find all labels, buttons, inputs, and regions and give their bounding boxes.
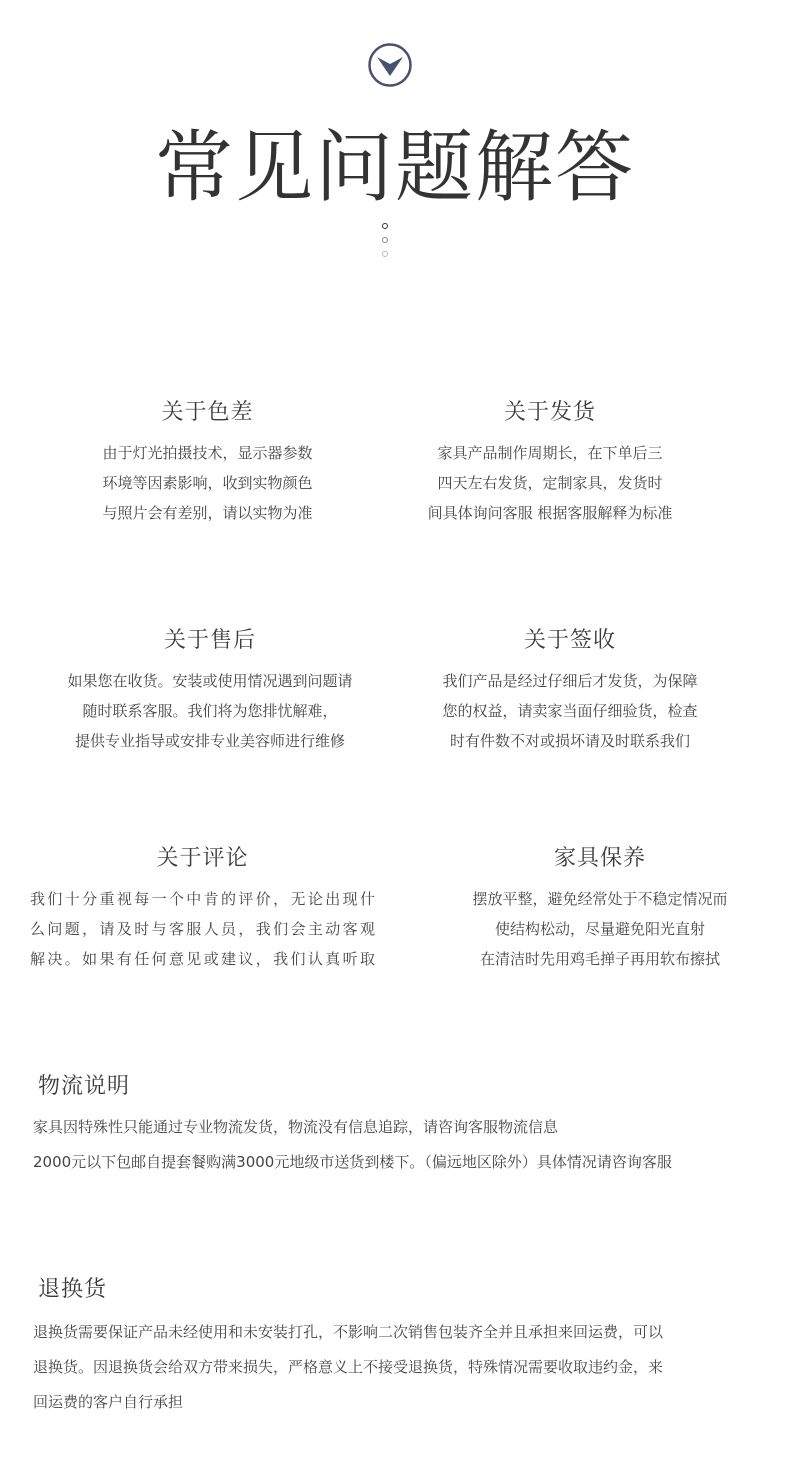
faq-text-line: 与照片会有差别，请以实物为准 [102,504,313,522]
faq-text-line: 摆放平整，避免经常处于不稳定情况而 [472,890,728,908]
chevron-down-circle-icon [367,42,413,88]
shipping-section [33,1072,768,1180]
faq-delivery [395,398,705,528]
faq-text-line: 您的权益，请卖家当面仔细验货，检查 [442,702,698,720]
returns-section [33,1275,768,1420]
faq-text-line: 解决。如果有任何意见或建议，我们认真听取 [30,950,375,968]
faq-title: 家具保养 [553,846,646,871]
faq-title: 关于签收 [523,628,616,653]
faq-after-sales [40,626,380,756]
faq-reviews [30,844,375,974]
indicator-dot [382,251,388,257]
faq-text-line: 由于灯光拍摄技术，显示器参数 [102,444,313,462]
faq-text-line: 四天左右发货，定制家具，发货时 [437,474,663,492]
faq-text-line: 在清洁时先用鸡毛掸子再用软布擦拭 [479,950,720,968]
faq-text-line: 如果您在收货。安装或使用情况遇到问题请 [67,672,353,690]
section-title: 物流说明 [38,1074,131,1099]
faq-text-line: 环境等因素影响，收到实物颜色 [102,474,313,492]
faq-text-line: 使结构松动，尽量避免阳光直射 [494,920,705,938]
section-text-line: 2000元以下包邮自提套餐购满3000元地级市送货到楼下。（偏远地区除外）具体情况请咨询客服 [33,1153,672,1171]
faq-title: 关于评论 [156,846,249,871]
faq-text-line: 我们十分重视每一个中肯的评价，无论出现什 [30,890,375,908]
faq-title: 关于售后 [163,628,256,653]
indicator-dot [382,237,388,243]
faq-text-line: 我们产品是经过仔细后才发货，为保障 [442,672,698,690]
faq-receipt [400,626,740,756]
page-title: 常见问题解答 [154,123,635,213]
faq-text-line: 家具产品制作周期长，在下单后三 [437,444,663,462]
faq-text-line: 随时联系客服。我们将为您排忧解难， [82,702,338,720]
section-title: 退换货 [38,1277,108,1302]
faq-title: 关于发货 [503,400,596,425]
section-text-line: 家具因特殊性只能通过专业物流发货，物流没有信息追踪，请咨询客服物流信息 [33,1118,559,1136]
faq-text-line: 么问题，请及时与客服人员，我们会主动客观 [30,920,375,938]
scroll-indicator [381,223,391,263]
faq-furniture-care [430,844,770,974]
indicator-dot [382,223,388,229]
section-text-line: 退换货。因退换货会给双方带来损失，严格意义上不接受退换货，特殊情况需要收取违约金，来 [33,1358,664,1376]
faq-title: 关于色差 [161,400,254,425]
faq-text-line: 时有件数不对或损坏请及时联系我们 [449,732,690,750]
faq-text-line: 间具体询问客服 根据客服解释为标准 [427,504,673,522]
section-text-line: 退换货需要保证产品未经使用和未安装打孔，不影响二次销售包装齐全并且承担来回运费，可以 [33,1323,664,1341]
faq-text-line: 提供专业指导或安排专业美容师进行维修 [74,732,345,750]
faq-color-difference [50,398,365,528]
section-text-line: 回运费的客户自行承担 [33,1393,184,1411]
